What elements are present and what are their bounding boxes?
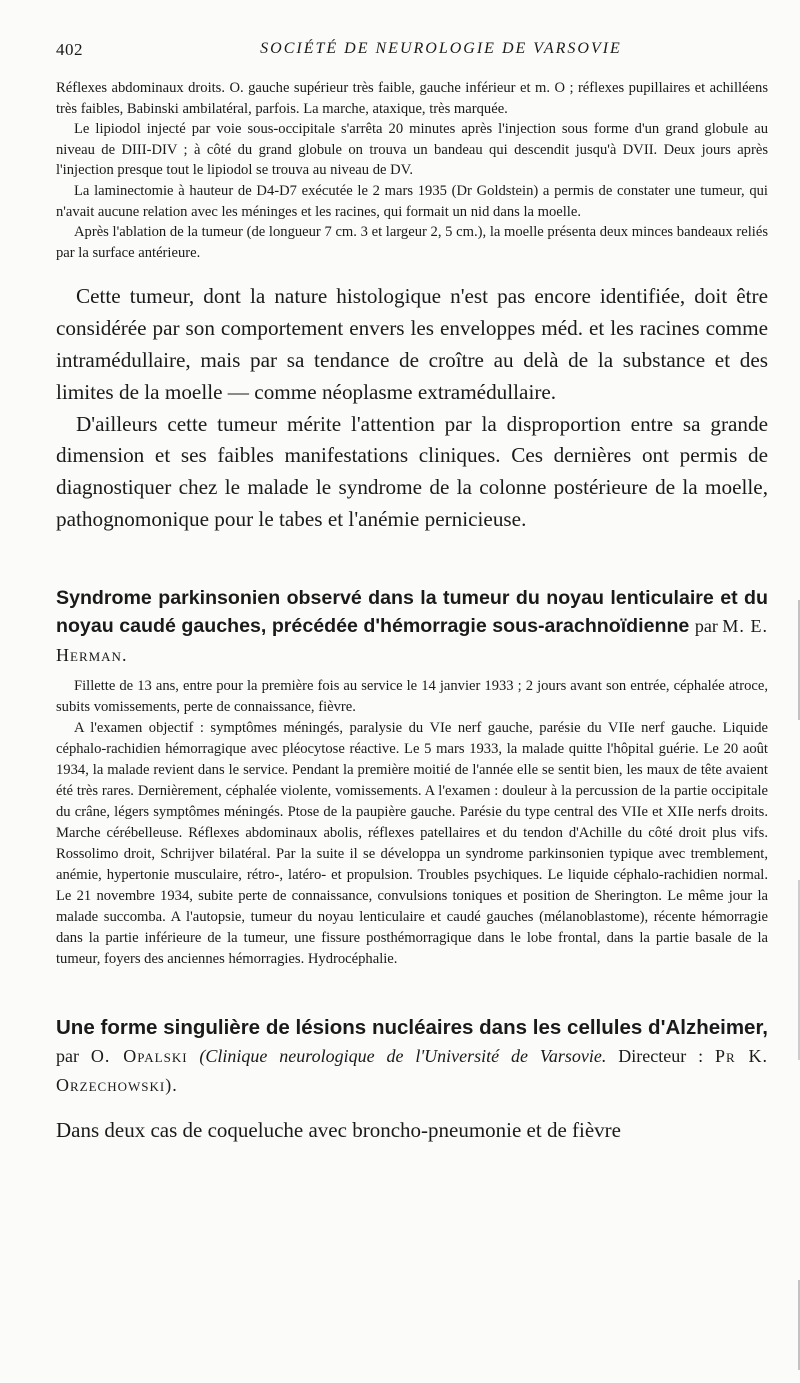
article-alzheimer (56, 1014, 768, 1146)
running-head (56, 40, 768, 70)
paragraph: La laminectomie à hauteur de D4-D7 exécutée le 2 mars 1935 (Dr Goldstein) a permis de constater une tumeur, qui n'avait aucune relation avec les méninges et les racines, qui formait un nid dans la moelle. (56, 182, 768, 220)
paragraph: Cette tumeur, dont la nature histologique n'est pas encore identifiée, doit être considérée par son comportement envers les enveloppes méd. et les racines comme intramédullaire, mais par sa tendance de croître au delà de la substance et des limites de la moelle — comme néoplasme extramédullaire. (56, 284, 768, 404)
byline-word: par (56, 1046, 79, 1066)
article-byline (56, 1046, 768, 1095)
page-number: 402 (56, 40, 83, 59)
article-affiliation: (Clinique neurologique de l'Université de Varsovie. (199, 1046, 607, 1066)
article-title (56, 584, 768, 670)
article-author: O. Opalski (90, 1046, 188, 1066)
article-director: Pr K. Orzechowski). (56, 1046, 769, 1095)
discussion (56, 281, 768, 535)
director-label: Directeur : (618, 1046, 704, 1066)
case-continuation (56, 78, 768, 263)
paragraph: Dans deux cas de coqueluche avec broncho-pneumonie et de fièvre (56, 1118, 622, 1142)
paragraph: Le lipiodol injecté par voie sous-occipitale s'arrêta 20 minutes après l'injection sous forme d'un grand globule au niveau de DIII-DIV ; à côté du grand globule on trouva un bandeau qui descendit jusqu'à DVII. Deux jours après l'injection presque tout le lipiodol se trouva au niveau de DV. (56, 121, 768, 179)
paragraph: Après l'ablation de la tumeur (de longueur 7 cm. 3 et largeur 2, 5 cm.), la moelle présenta deux minces bandeaux reliés par la surface antérieure. (56, 224, 768, 261)
article-title (56, 1014, 768, 1100)
article-body (56, 676, 768, 970)
byline-word: par (694, 616, 718, 637)
paragraph: D'ailleurs cette tumeur mérite l'attention par la disproportion entre sa grande dimension et ses faibles manifestations cliniques. Ces dernières ont permis de diagnostiquer chez le malade le syndrome de la colonne postérieure de la moelle, pathognomonique pour le tabes et l'anémie pernicieuse. (56, 411, 768, 531)
article-title-text: Syndrome parkinsonien observé dans la tumeur du noyau lenticulaire et du noyau caudé gauches, précédée d'hémorragie sous-arachnoïdienne (56, 586, 768, 638)
article-title-text: Une forme singulière de lésions nucléaires dans les cellules d'Alzheimer, (56, 1015, 768, 1039)
running-title: SOCIÉTÉ DE NEUROLOGIE DE VARSOVIE (260, 40, 622, 57)
paragraph: A l'examen objectif : symptômes méningés, paralysie du VIe nerf gauche, parésie du VIIe nerf gauche. Liquide céphalo-rachidien hémorragique avec pléocytose réactive. Le 5 mars 1933, la malade quitte l'hôpital guérie. Le 20 août 1934, la malade revient dans le service. Pendant la première moitié de l'année elle se sentit bien, les maux de tête avaient été très rares. Dernièrement, céphalée violente, vomissements. A l'examen : douleur à la percussion de la partie occipitale du crâne, légers symptômes méningés. Ptose de la paupière gauche. Parésie du type central des VIIe et XIIe nerfs droits. Marche cérébelleuse. Réflexes abdominaux abolis, réflexes patellaires et du tendon d'Achille du côté droit plus vifs. Rossolimo droit, Schrijver bilatéral. Par la suite il se développa un syndrome parkinsonien typique avec tremblement, anémie, hypertonie musculaire, rétro-, latéro- et propulsion. Troubles psychiques. Le liquide céphalo-rachidien normal. Le 21 novembre 1934, subite perte de connaissance, convulsions toniques et position de Sherington. Le même jour la malade succomba. A l'autopsie, tumeur du noyau lenticulaire et caudé gauches (mélanoblastome), récente hémorragie dans la partie inférieure de la tumeur, une fissure posthémorragique dans le lobe frontal, dans la partie basale de la tumeur, foyers des anciennes hémorragies. Hydrocéphalie. (56, 719, 768, 967)
document-page (56, 40, 768, 1145)
paragraph: Réflexes abdominaux droits. O. gauche supérieur très faible, gauche inférieur et m. O ; réflexes pupillaires et achilléens très faibles, Babinski ambilatéral, parfois. La marche, ataxique, très marquée. (56, 80, 768, 117)
article-author: M. E. Herman. (56, 616, 768, 665)
article-parkinson (56, 584, 768, 970)
paragraph: Fillette de 13 ans, entre pour la première fois au service le 14 janvier 1933 ; 2 jours avant son entrée, céphalée atroce, subits vomissements, perte de connaissance, fièvre. (56, 677, 768, 715)
